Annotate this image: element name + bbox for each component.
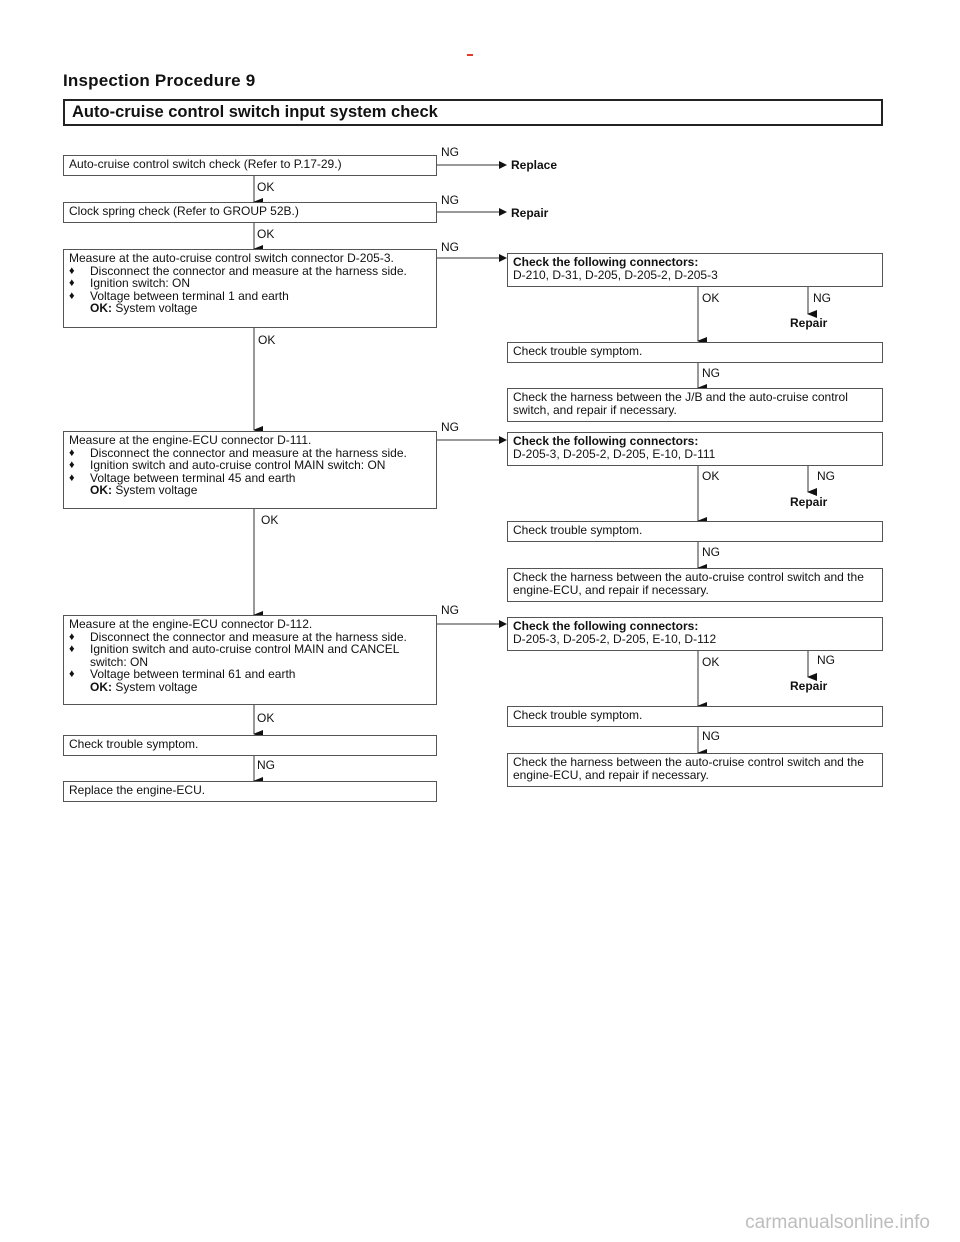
ng-label: NG <box>441 603 459 617</box>
step5-ok-line <box>69 681 431 694</box>
ok-label: OK <box>257 711 275 725</box>
b3-connector-check <box>507 617 883 651</box>
step4-heading: Measure at the engine-ECU connector D-111. <box>69 433 312 447</box>
b2-trouble-text: Check trouble symptom. <box>513 523 643 537</box>
step-clock-spring <box>63 202 437 223</box>
outcome-repair: Repair <box>790 316 828 330</box>
ok-label: OK <box>257 180 275 194</box>
b2-conn-title: Check the following connectors: <box>513 434 699 448</box>
b1-trouble-text: Check trouble symptom. <box>513 344 643 358</box>
b3-check-trouble <box>507 706 883 727</box>
step4-bullet: ♦ Disconnect the connector and measure at the harness side. <box>69 447 431 460</box>
ng-label: NG <box>813 291 831 305</box>
ok-criterion-label: OK: <box>90 483 112 497</box>
step4-bullet: ♦ Ignition switch and auto-cruise control MAIN switch: ON <box>69 459 431 472</box>
b2-connector-check <box>507 432 883 466</box>
ok-label: OK <box>257 227 275 241</box>
b1-check-trouble <box>507 342 883 363</box>
ng-label: NG <box>702 545 720 559</box>
page-heading: Inspection Procedure 9 <box>63 71 256 90</box>
ng-label: NG <box>441 420 459 434</box>
b2-conn-list: D-205-3, D-205-2, D-205, E-10, D-111 <box>513 446 716 461</box>
ok-criterion-value: System voltage <box>115 301 198 315</box>
ok-criterion-label: OK: <box>90 679 112 694</box>
outcome-replace: Replace <box>511 158 558 172</box>
outcome-repair: Repair <box>511 206 549 220</box>
step-check-trouble-main <box>63 735 437 756</box>
ng-label: NG <box>441 193 459 207</box>
step5-heading: Measure at the engine-ECU connector D-112. <box>69 617 313 631</box>
ok-label: OK <box>702 655 720 669</box>
step3-bullet: ♦ Ignition switch: ON <box>69 277 431 290</box>
step5-bullet: ♦ Ignition switch and auto-cruise control MAIN and CANCEL switch: ON <box>69 643 431 668</box>
ng-label: NG <box>441 240 459 254</box>
step5-bullet: ♦ Voltage between terminal 61 and earth <box>69 668 431 681</box>
ng-label: NG <box>257 758 275 772</box>
ok-label: OK <box>261 513 279 527</box>
step3-bullet: ♦ Disconnect the connector and measure at the harness side. <box>69 265 431 278</box>
b1-conn-title: Check the following connectors: <box>513 255 699 269</box>
step-check-trouble-text: Check trouble symptom. <box>69 737 199 751</box>
step4-bullet: ♦ Voltage between terminal 45 and earth <box>69 472 431 485</box>
step-measure-ecu-d111 <box>63 431 437 509</box>
step-switch-check-text: Auto-cruise control switch check (Refer to P.17-29.) <box>69 157 342 171</box>
ok-label: OK <box>702 291 720 305</box>
ok-label: OK <box>258 333 276 347</box>
step-measure-switch-connector <box>63 249 437 328</box>
page-title: Auto-cruise control switch input system check <box>72 103 438 121</box>
step5-bullet: ♦ Disconnect the connector and measure at the harness side. <box>69 631 431 644</box>
ok-criterion-value: System voltage <box>115 483 198 497</box>
ng-label: NG <box>702 729 720 743</box>
ng-label: NG <box>441 145 459 159</box>
step-clock-spring-text: Clock spring check (Refer to GROUP 52B.) <box>69 204 299 218</box>
b1-conn-list: D-210, D-31, D-205, D-205-2, D-205-3 <box>513 267 718 282</box>
b1-harness-text: Check the harness between the J/B and the auto-cruise control switch, and repair if necessary. <box>513 390 848 417</box>
ng-label: NG <box>817 653 835 667</box>
b2-harness-text: Check the harness between the auto-cruise control switch and the engine-ECU, and repair if necessary. <box>513 570 864 597</box>
ok-label: OK <box>702 469 720 483</box>
b3-trouble-text: Check trouble symptom. <box>513 708 643 722</box>
b1-connector-check <box>507 253 883 287</box>
step3-ok-line <box>69 302 431 315</box>
ng-label: NG <box>702 366 720 380</box>
ng-label: NG <box>817 469 835 483</box>
step-replace-ecu <box>63 781 437 802</box>
b3-conn-title: Check the following connectors: <box>513 619 699 633</box>
step-replace-ecu-text: Replace the engine-ECU. <box>69 783 206 797</box>
b3-harness-text: Check the harness between the auto-cruise control switch and the engine-ECU, and repair if necessary. <box>513 755 864 782</box>
b3-conn-list: D-205-3, D-205-2, D-205, E-10, D-112 <box>513 631 717 646</box>
outcome-repair: Repair <box>790 495 828 509</box>
watermark: carmanualsonline.info <box>745 1212 930 1233</box>
step-measure-ecu-d112 <box>63 615 437 705</box>
step3-bullet: ♦ Voltage between terminal 1 and earth <box>69 290 431 303</box>
step-switch-check <box>63 155 437 176</box>
ok-criterion-value: System voltage <box>115 679 198 694</box>
step3-heading: Measure at the auto-cruise control switch connector D-205-3. <box>69 251 394 265</box>
b2-check-trouble <box>507 521 883 542</box>
b3-harness-check <box>507 753 883 787</box>
b1-harness-check <box>507 388 883 422</box>
b2-harness-check <box>507 568 883 602</box>
step4-ok-line <box>69 484 431 497</box>
outcome-repair: Repair <box>790 679 828 693</box>
ok-criterion-label: OK: <box>90 301 112 315</box>
